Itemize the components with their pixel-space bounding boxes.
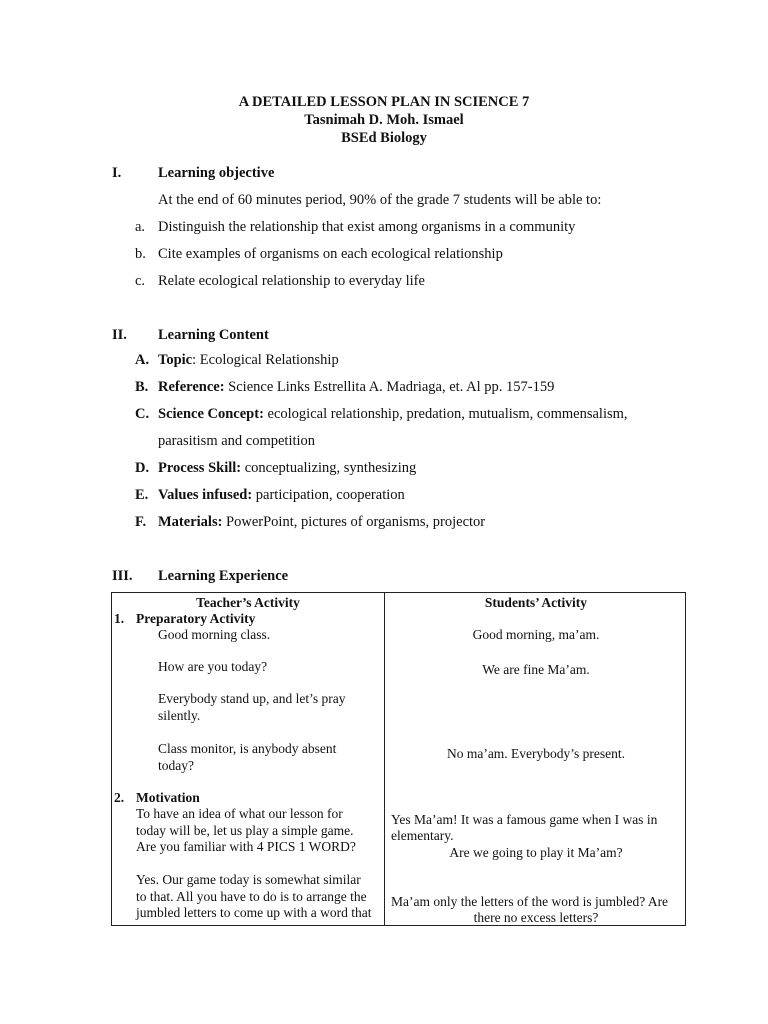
author-name: Tasnimah D. Moh. Ismael <box>304 112 464 128</box>
objective-marker: b. <box>135 246 146 262</box>
objective-text: Relate ecological relationship to everyday life <box>158 273 425 289</box>
content-item <box>158 379 554 396</box>
content-marker: D. <box>135 460 150 476</box>
teacher-line: Everybody stand up, and let’s pray <box>158 691 346 706</box>
motivation-title: Motivation <box>136 790 200 805</box>
content-item <box>158 352 339 369</box>
content-marker: B. <box>135 379 149 395</box>
teacher-column <box>112 593 384 925</box>
course-name: BSEd Biology <box>341 130 427 146</box>
content-label: Science Concept: <box>158 406 264 422</box>
content-value: PowerPoint, pictures of organisms, projector <box>222 514 486 530</box>
content-value: : Ecological Relationship <box>192 352 339 368</box>
student-column-header: Students’ Activity <box>484 595 588 610</box>
motivation-number: 2. <box>114 790 125 805</box>
content-value: conceptualizing, synthesizing <box>241 460 417 476</box>
teacher-line: Class monitor, is anybody absent <box>158 741 337 756</box>
student-line: We are fine Ma’am. <box>482 662 590 677</box>
motivation-line: Are you familiar with 4 PICS 1 WORD? <box>136 839 356 854</box>
content-value: ecological relationship, predation, mutualism, commensalism, <box>263 406 628 422</box>
content-value-continued: parasitism and competition <box>158 433 316 449</box>
objective-marker: a. <box>135 219 146 235</box>
content-label: Materials: <box>158 514 223 530</box>
motivation-line: today will be, let us play a simple game. <box>136 823 354 838</box>
prep-title: Preparatory Activity <box>136 611 256 626</box>
teacher-line: today? <box>158 758 194 773</box>
content-value: Science Links Estrellita A. Madriaga, et. Al pp. 157-159 <box>224 379 555 395</box>
section-2-heading: Learning Content <box>158 327 269 343</box>
document-title: A DETAILED LESSON PLAN IN SCIENCE 7 <box>238 94 530 110</box>
content-value: participation, cooperation <box>252 487 405 503</box>
document-header <box>0 93 768 147</box>
teacher-line: silently. <box>158 708 201 723</box>
activity-table <box>111 592 686 926</box>
section-1-intro: At the end of 60 minutes period, 90% of the grade 7 students will be able to: <box>158 192 602 208</box>
section-1-heading: Learning objective <box>158 165 275 181</box>
content-item <box>158 487 405 504</box>
content-label: Process Skill: <box>158 460 242 476</box>
content-marker: A. <box>135 352 150 368</box>
student-line: No ma’am. Everybody’s present. <box>446 746 626 761</box>
content-item <box>158 514 485 531</box>
motivation-line: to that. All you have to do is to arrange the <box>136 889 367 904</box>
content-label: Reference: <box>158 379 225 395</box>
section-1-number: I. <box>112 165 122 181</box>
objective-text: Cite examples of organisms on each ecological relationship <box>158 246 503 262</box>
student-line: elementary. <box>391 828 454 843</box>
content-label: Values infused: <box>158 487 253 503</box>
content-marker: F. <box>135 514 147 530</box>
student-line: there no excess letters? <box>473 910 599 925</box>
student-column <box>385 593 687 925</box>
motivation-line: jumbled letters to come up with a word that <box>136 905 372 920</box>
section-3-heading: Learning Experience <box>158 568 289 584</box>
motivation-line: Yes. Our game today is somewhat similar <box>136 872 361 887</box>
prep-number: 1. <box>114 611 125 626</box>
teacher-column-header: Teacher’s Activity <box>196 595 300 610</box>
content-item <box>158 406 628 423</box>
content-marker: C. <box>135 406 150 422</box>
content-label: Topic <box>158 352 193 368</box>
section-2-number: II. <box>112 327 127 343</box>
objective-marker: c. <box>135 273 146 289</box>
teacher-line: Good morning class. <box>158 627 271 642</box>
content-marker: E. <box>135 487 149 503</box>
motivation-line: To have an idea of what our lesson for <box>136 806 343 821</box>
student-line: Ma’am only the letters of the word is jumbled? Are <box>391 894 669 909</box>
student-line: Are we going to play it Ma’am? <box>449 845 623 860</box>
content-item <box>158 460 416 477</box>
teacher-line: How are you today? <box>158 659 268 674</box>
student-line: Yes Ma’am! It was a famous game when I was in <box>391 812 658 827</box>
objective-text: Distinguish the relationship that exist among organisms in a community <box>158 219 576 235</box>
student-line: Good morning, ma’am. <box>472 627 600 642</box>
section-3-number: III. <box>112 568 133 584</box>
